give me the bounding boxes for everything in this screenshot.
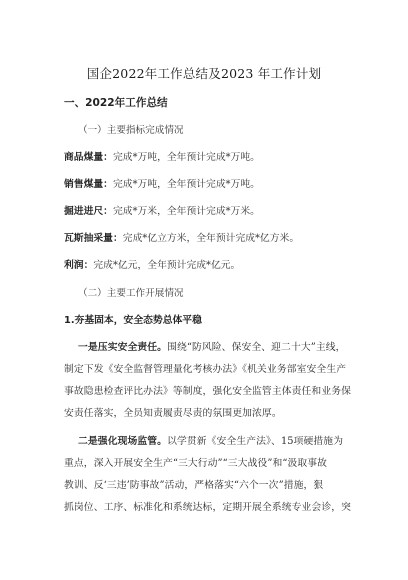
paragraph-1-line-2: 制定下发《安全监督管理量化考核办法》《机关业务部室安全生产 [64,364,347,375]
section-heading-1: 一、2022年工作总结 [64,97,168,109]
paragraph-2-line-3: 教训、反‘三违’防事故”活动，严格落实“六个一次”措施，狠 [64,480,324,491]
paragraph-lead: 二是强化现场监管。 [78,436,168,447]
indicator-label: 利润： [64,260,94,271]
indicator-row-4 [64,232,356,246]
indicator-value: 完成*万米，全年预计完成*万米。 [112,206,260,217]
paragraph-text: 围绕“防风险、保安全、迎二十大”主线， [167,342,346,353]
document-title: 国企2022年工作总结及2023 年工作计划 [86,66,322,81]
indicator-label: 商品煤量： [64,152,113,163]
paragraph-1-line-4: 安责任落实，全员知责履责尽责的氛围更加浓厚。 [64,408,282,419]
paragraph-1-line-1 [78,341,370,355]
indicator-row-1 [64,151,356,165]
subsection-heading-2: （二）主要工作开展情况 [78,288,184,299]
paragraph-2-line-2: 重点，深入开展安全生产“三大行动”“三大战役”和“汲取事故 [64,458,328,469]
indicator-label: 销售煤量： [64,179,113,190]
indicator-value: 完成*万吨，全年预计完成*万吨。 [112,152,260,163]
paragraph-lead: 一是压实安全责任。 [78,342,168,353]
indicator-value: 完成*亿元，全年预计完成*亿元。 [93,260,241,271]
indicator-label: 掘进进尺： [64,206,113,217]
indicator-row-5 [64,259,356,273]
paragraph-2-line-1 [78,435,370,449]
indicator-label: 瓦斯抽采量： [64,233,123,244]
paragraph-1-line-3: 事故隐患检查评比办法》等制度，强化安全监管主体责任和业务保 [64,386,352,397]
indicator-value: 完成*万吨，全年预计完成*万吨。 [112,179,260,190]
indicator-row-2 [64,178,356,192]
paragraph-text: 以学贯新《安全生产法》、15项硬措施为 [167,436,344,447]
subsection-heading-1: （一）主要指标完成情况 [78,125,184,136]
indicator-row-3 [64,205,356,219]
paragraph-2-line-4: 抓岗位、工序、标准化和系统达标，定期开展全系统专业会诊，突 [64,502,352,513]
indicator-value: 完成*亿立方米，全年预计完成*亿方米。 [122,233,300,244]
point-heading-1: 1.夯基固本，安全态势总体平稳 [64,315,202,326]
